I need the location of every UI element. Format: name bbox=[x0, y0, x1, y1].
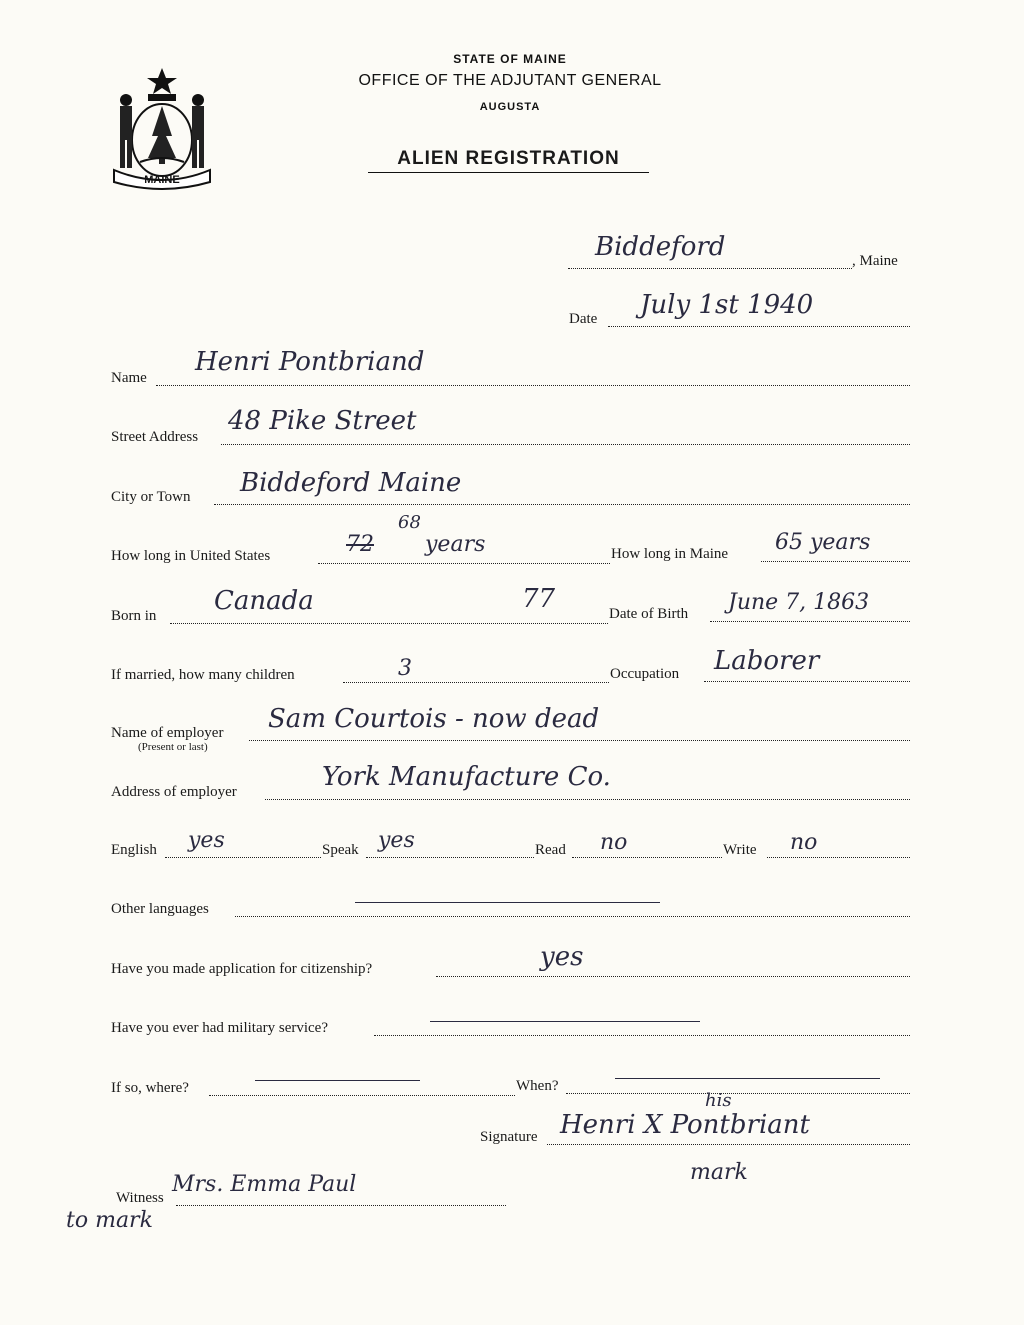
street-value: 48 Pike Street bbox=[228, 406, 417, 436]
signature-his: his bbox=[705, 1090, 732, 1111]
maine-line bbox=[761, 561, 910, 562]
children-label: If married, how many children bbox=[111, 667, 295, 683]
town-line bbox=[568, 268, 852, 269]
where-label: If so, where? bbox=[111, 1080, 189, 1096]
form-title: ALIEN REGISTRATION bbox=[368, 148, 649, 173]
citizenship-value: yes bbox=[540, 942, 584, 972]
date-label: Date bbox=[569, 311, 598, 327]
employer-addr-value: York Manufacture Co. bbox=[322, 762, 611, 792]
children-line bbox=[343, 682, 609, 683]
signature-mark: mark bbox=[690, 1160, 748, 1185]
signature-line bbox=[547, 1144, 910, 1145]
read-value: no bbox=[600, 830, 628, 855]
dob-label: Date of Birth bbox=[609, 606, 689, 622]
employer-addr-label: Address of employer bbox=[111, 784, 237, 800]
write-line bbox=[767, 857, 910, 858]
seal-text: MAINE bbox=[144, 174, 180, 186]
date-line bbox=[608, 326, 910, 327]
header-city: AUGUSTA bbox=[479, 101, 541, 113]
employer-label: Name of employer bbox=[111, 725, 224, 741]
dob-line bbox=[710, 621, 910, 622]
born-value: Canada bbox=[214, 586, 314, 616]
occupation-value: Laborer bbox=[714, 646, 820, 676]
maine-state-seal-icon bbox=[110, 66, 214, 190]
maine-value: 65 years bbox=[775, 530, 871, 555]
speak-value: yes bbox=[378, 828, 415, 853]
employer-sublabel: (Present or last) bbox=[138, 741, 208, 753]
english-value: yes bbox=[188, 828, 225, 853]
english-line bbox=[165, 857, 321, 858]
military-dash bbox=[430, 1021, 700, 1022]
speak-label: Speak bbox=[322, 842, 359, 858]
witness-line bbox=[176, 1205, 506, 1206]
city-line bbox=[214, 504, 910, 505]
military-line bbox=[374, 1035, 910, 1036]
when-line bbox=[566, 1093, 910, 1094]
city-value: Biddeford Maine bbox=[240, 468, 462, 498]
us-correction-value: 68 bbox=[398, 512, 421, 533]
us-struck-value: 72 bbox=[346, 532, 374, 557]
employer-line bbox=[249, 740, 910, 741]
write-label: Write bbox=[723, 842, 757, 858]
children-value: 3 bbox=[398, 656, 412, 681]
employer-value: Sam Courtois - now dead bbox=[268, 704, 600, 734]
us-value: years bbox=[425, 532, 486, 557]
citizenship-line bbox=[436, 976, 910, 977]
us-line bbox=[318, 563, 610, 564]
english-label: English bbox=[111, 842, 157, 858]
date-value: July 1st 1940 bbox=[640, 290, 814, 320]
signature-value: Henri X Pontbriant bbox=[560, 1110, 810, 1140]
witness-label: Witness bbox=[116, 1190, 164, 1206]
born-line bbox=[170, 623, 608, 624]
signature-label: Signature bbox=[480, 1129, 538, 1145]
military-label: Have you ever had military service? bbox=[111, 1020, 328, 1036]
other-lang-line bbox=[235, 916, 910, 917]
street-label: Street Address bbox=[111, 429, 199, 445]
when-dash bbox=[615, 1078, 880, 1079]
other-lang-dash bbox=[355, 902, 660, 903]
where-line bbox=[209, 1095, 515, 1096]
witness-value: Mrs. Emma Paul bbox=[172, 1172, 357, 1197]
other-lang-label: Other languages bbox=[111, 901, 209, 917]
occupation-line bbox=[704, 681, 910, 682]
read-line bbox=[572, 857, 722, 858]
town-suffix: , Maine bbox=[852, 253, 898, 269]
employer-addr-line bbox=[265, 799, 910, 800]
where-dash bbox=[255, 1080, 420, 1081]
maine-label: How long in Maine bbox=[611, 546, 729, 562]
write-value: no bbox=[790, 830, 818, 855]
us-label: How long in United States bbox=[111, 548, 271, 564]
name-line bbox=[156, 385, 910, 386]
citizenship-label: Have you made application for citizenship? bbox=[111, 961, 373, 977]
header-state: STATE OF MAINE bbox=[453, 52, 567, 66]
born-label: Born in bbox=[111, 608, 157, 624]
name-value: Henri Pontbriand bbox=[195, 347, 425, 377]
age-value: 77 bbox=[522, 584, 556, 614]
read-label: Read bbox=[535, 842, 566, 858]
city-label: City or Town bbox=[111, 489, 191, 505]
occupation-label: Occupation bbox=[610, 666, 680, 682]
speak-line bbox=[366, 857, 534, 858]
header-office: OFFICE OF THE ADJUTANT GENERAL bbox=[358, 72, 662, 89]
street-line bbox=[221, 444, 910, 445]
when-label: When? bbox=[516, 1078, 559, 1094]
dob-value: June 7, 1863 bbox=[728, 590, 870, 615]
town-value: Biddeford bbox=[595, 232, 726, 262]
witness-note: to mark bbox=[66, 1208, 153, 1233]
name-label: Name bbox=[111, 370, 147, 386]
